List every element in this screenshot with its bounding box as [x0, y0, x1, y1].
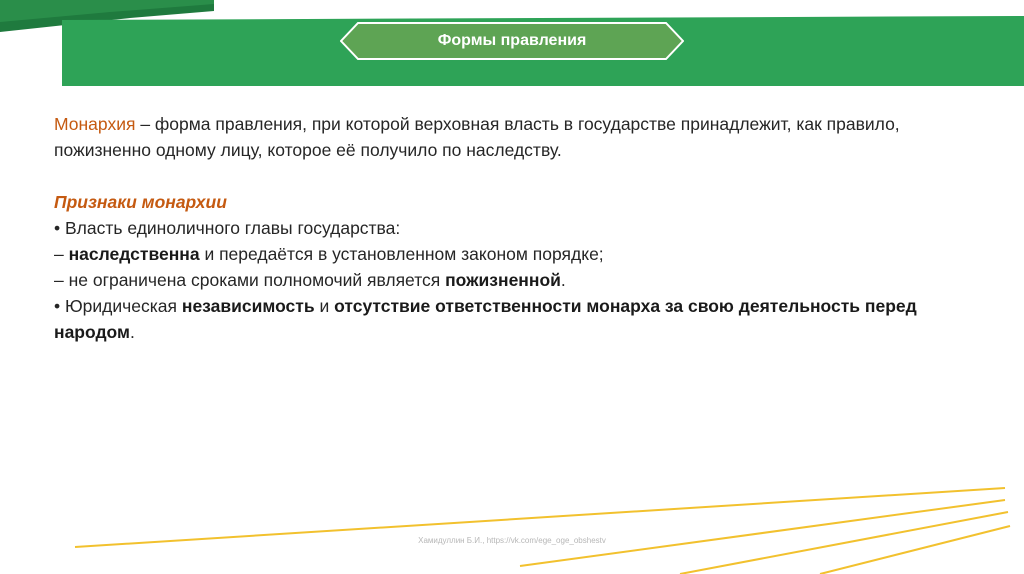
definition-paragraph — [54, 111, 984, 163]
signs-heading: Признаки монархии — [54, 192, 227, 212]
sign-item-3-end: . — [560, 270, 566, 290]
sign-item-2 — [54, 241, 984, 267]
title-box — [340, 22, 684, 60]
spacer — [54, 163, 984, 189]
sign-item-3-bold: пожизненной — [445, 270, 561, 290]
sign-item-2-dash: – — [54, 244, 69, 264]
sign-item-2-rest: и передаётся в установленном законом порядке; — [199, 244, 604, 264]
sign-item-1: • Власть единоличного главы государства: — [54, 218, 401, 238]
page-title: Формы правления — [437, 32, 587, 49]
sign-item-2-bold: наследственна — [68, 244, 200, 264]
sign-item-3-text: – не ограничена сроками полномочий является — [54, 270, 446, 290]
sign-item-4-bold-2: отсутствие ответственности монарха за свою деятельность перед народом — [54, 296, 917, 342]
footer-credit: Хамидуллин Б.И., https://vk.com/ege_oge_obshestv — [418, 536, 606, 545]
definition-term: Монархия — [54, 114, 136, 134]
sign-item-3 — [54, 267, 984, 293]
sign-item-4-text: • Юридическая — [54, 296, 182, 316]
gold-lines — [75, 488, 1010, 574]
slide-content — [54, 111, 984, 345]
sign-item-4-bold-1: независимость — [181, 296, 315, 316]
sign-item-4-end: . — [129, 322, 135, 342]
definition-text: – форма правления, при которой верховная власть в государстве принадлежит, как правило, пожизненно одному лицу, которое её получило по наследству. — [54, 114, 900, 160]
sign-item-4 — [54, 293, 984, 345]
sign-item-4-mid: и — [314, 296, 335, 316]
